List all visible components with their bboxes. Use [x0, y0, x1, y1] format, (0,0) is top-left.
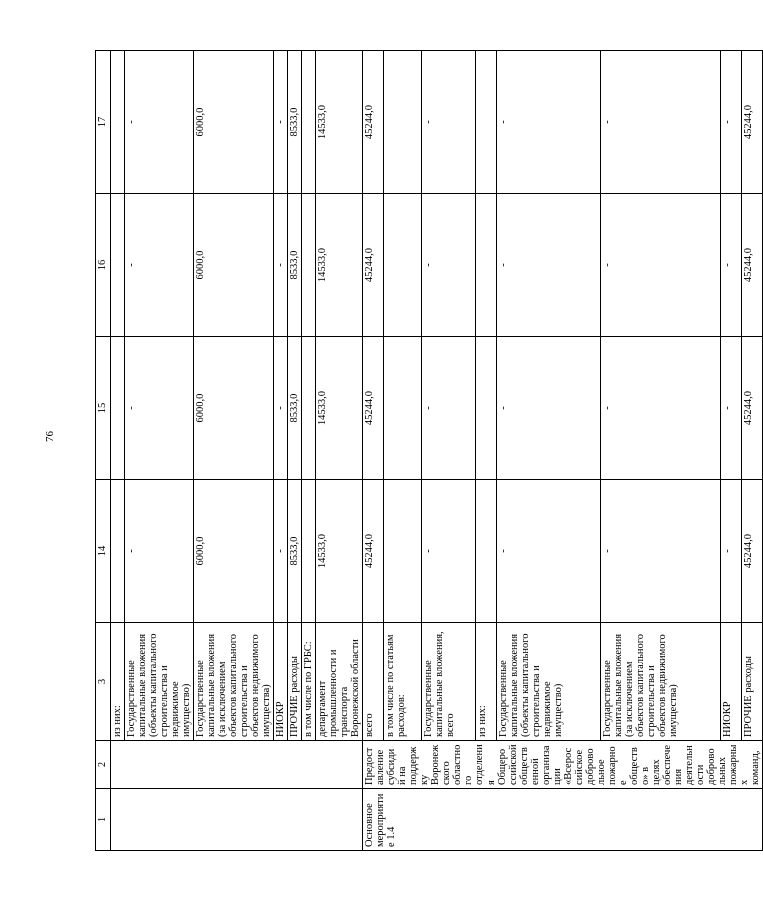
row-label: из них: — [475, 623, 496, 741]
table-row — [475, 51, 496, 851]
table-cell-v15 — [111, 337, 125, 480]
table-cell-v14 — [111, 480, 125, 623]
table-cell-v14: - — [496, 480, 600, 623]
table-cell-v17 — [384, 51, 422, 194]
table-cell-v15: - — [600, 337, 720, 480]
table-cell-v17: - — [125, 51, 194, 194]
column-header: 1 — [96, 789, 111, 851]
table-cell-v16: 45244,0 — [363, 194, 384, 337]
table-header-row — [96, 51, 111, 851]
table-cell-v17: 14533,0 — [316, 51, 363, 194]
table-cell-v14: 14533,0 — [316, 480, 363, 623]
column-header: 3 — [96, 623, 111, 741]
table-cell-v14: - — [125, 480, 194, 623]
table-cell-v15: 45244,0 — [741, 337, 762, 480]
row-label: Государственные капитальные вложения (объекты капитального строительства и недвижимое имущество) — [496, 623, 600, 741]
row-label: НИОКР — [274, 623, 288, 741]
table-cell-v17: 45244,0 — [363, 51, 384, 194]
table-cell-v15: - — [496, 337, 600, 480]
activity-code: Основное мероприятие 1.4 — [363, 789, 763, 851]
table-row — [288, 51, 302, 851]
table-row — [111, 51, 125, 851]
row-label: Государственные капитальные вложения (объекты капитального строительства и недвижимое имущество) — [125, 623, 194, 741]
table-cell-v16: - — [421, 194, 475, 337]
table-cell-v15: 14533,0 — [316, 337, 363, 480]
row-label: НИОКР — [720, 623, 741, 741]
row-label: в том числе по ГРБС: — [302, 623, 316, 741]
row-label: всего — [363, 623, 384, 741]
table-row — [125, 51, 194, 851]
row-label: департамент промышленности и транспорта Воронежской области — [316, 623, 363, 741]
table-row — [316, 51, 363, 851]
table-row — [600, 51, 720, 851]
table-cell-v17: - — [274, 51, 288, 194]
column-header: 2 — [96, 741, 111, 789]
table-cell-v14: - — [600, 480, 720, 623]
table-cell-v16: 45244,0 — [741, 194, 762, 337]
table-cell-v16 — [111, 194, 125, 337]
table-cell-v17: - — [496, 51, 600, 194]
table-cell-v17 — [111, 51, 125, 194]
table-cell-v16 — [384, 194, 422, 337]
table-cell-v15: - — [125, 337, 194, 480]
table-cell-v14: 8533,0 — [288, 480, 302, 623]
table-cell-v15: - — [274, 337, 288, 480]
table-cell-v14: - — [720, 480, 741, 623]
column-header: 16 — [96, 194, 111, 337]
row-label: Государственные капитальные вложения, всего — [421, 623, 475, 741]
row-label: ПРОЧИЕ расходы — [741, 623, 762, 741]
row-label: из них: — [111, 623, 125, 741]
table-row — [496, 51, 600, 851]
table-cell-v14: - — [274, 480, 288, 623]
table-cell-v17: 8533,0 — [288, 51, 302, 194]
table-cell-v14 — [384, 480, 422, 623]
table-row — [720, 51, 741, 851]
table-cell-v17: - — [421, 51, 475, 194]
column-header: 15 — [96, 337, 111, 480]
table-cell-v15: 45244,0 — [363, 337, 384, 480]
activity-description: Предоставление субсидий на поддержку Воронежского областного отделения Общероссийской общественной организации «Всероссийское добровольное пожарное общество» в целях обеспечения деятельности добровольных пожарных команд, — [363, 741, 763, 789]
table-cell-v14: 6000,0 — [194, 480, 274, 623]
row-label: в том числе по статьям расходов: — [384, 623, 422, 741]
table-cell-v15: - — [720, 337, 741, 480]
table-cell-v17: - — [600, 51, 720, 194]
table-row — [363, 51, 384, 851]
table-cell-v15 — [475, 337, 496, 480]
table-cell-v14: - — [421, 480, 475, 623]
row-label: ПРОЧИЕ расходы — [288, 623, 302, 741]
table-cell-v16: 8533,0 — [288, 194, 302, 337]
table-cell-v14: 45244,0 — [741, 480, 762, 623]
table-cell-v16: - — [720, 194, 741, 337]
table-cell-v15: 8533,0 — [288, 337, 302, 480]
table-row — [421, 51, 475, 851]
table-cell-v16: - — [274, 194, 288, 337]
table-cell-v14: 45244,0 — [363, 480, 384, 623]
table-cell-v14 — [475, 480, 496, 623]
column-header: 14 — [96, 480, 111, 623]
table-cell-col2 — [111, 741, 363, 789]
table-row — [194, 51, 274, 851]
table-cell-v17: 6000,0 — [194, 51, 274, 194]
table-cell-v16 — [302, 194, 316, 337]
budget-table — [95, 50, 763, 851]
table-row — [302, 51, 316, 851]
table-cell-v16: 6000,0 — [194, 194, 274, 337]
table-cell-v16: 14533,0 — [316, 194, 363, 337]
table-cell-v16: - — [496, 194, 600, 337]
table-cell-v15 — [384, 337, 422, 480]
table-cell-v16: - — [600, 194, 720, 337]
table-row — [384, 51, 422, 851]
row-label: Государственные капитальные вложения (за исключением объектов капитального строительства и объектов недвижимого имущества) — [194, 623, 274, 741]
table-cell-v15: - — [421, 337, 475, 480]
table-cell-v17: - — [720, 51, 741, 194]
table-cell-v17 — [302, 51, 316, 194]
column-header: 17 — [96, 51, 111, 194]
table-row — [741, 51, 762, 851]
table-cell-v15: 6000,0 — [194, 337, 274, 480]
table-cell-v15 — [302, 337, 316, 480]
page-number: 76 — [44, 431, 56, 442]
table-cell-v14 — [302, 480, 316, 623]
table-cell-v16 — [475, 194, 496, 337]
table-cell-v17 — [475, 51, 496, 194]
table-cell-col1 — [111, 789, 363, 851]
row-label: Государственные капитальные вложения (за исключением объектов капитального строительства и объектов недвижимого имущества) — [600, 623, 720, 741]
table-row — [274, 51, 288, 851]
table-cell-v16: - — [125, 194, 194, 337]
table-cell-v17: 45244,0 — [741, 51, 762, 194]
rotated-table-wrapper — [95, 51, 761, 851]
